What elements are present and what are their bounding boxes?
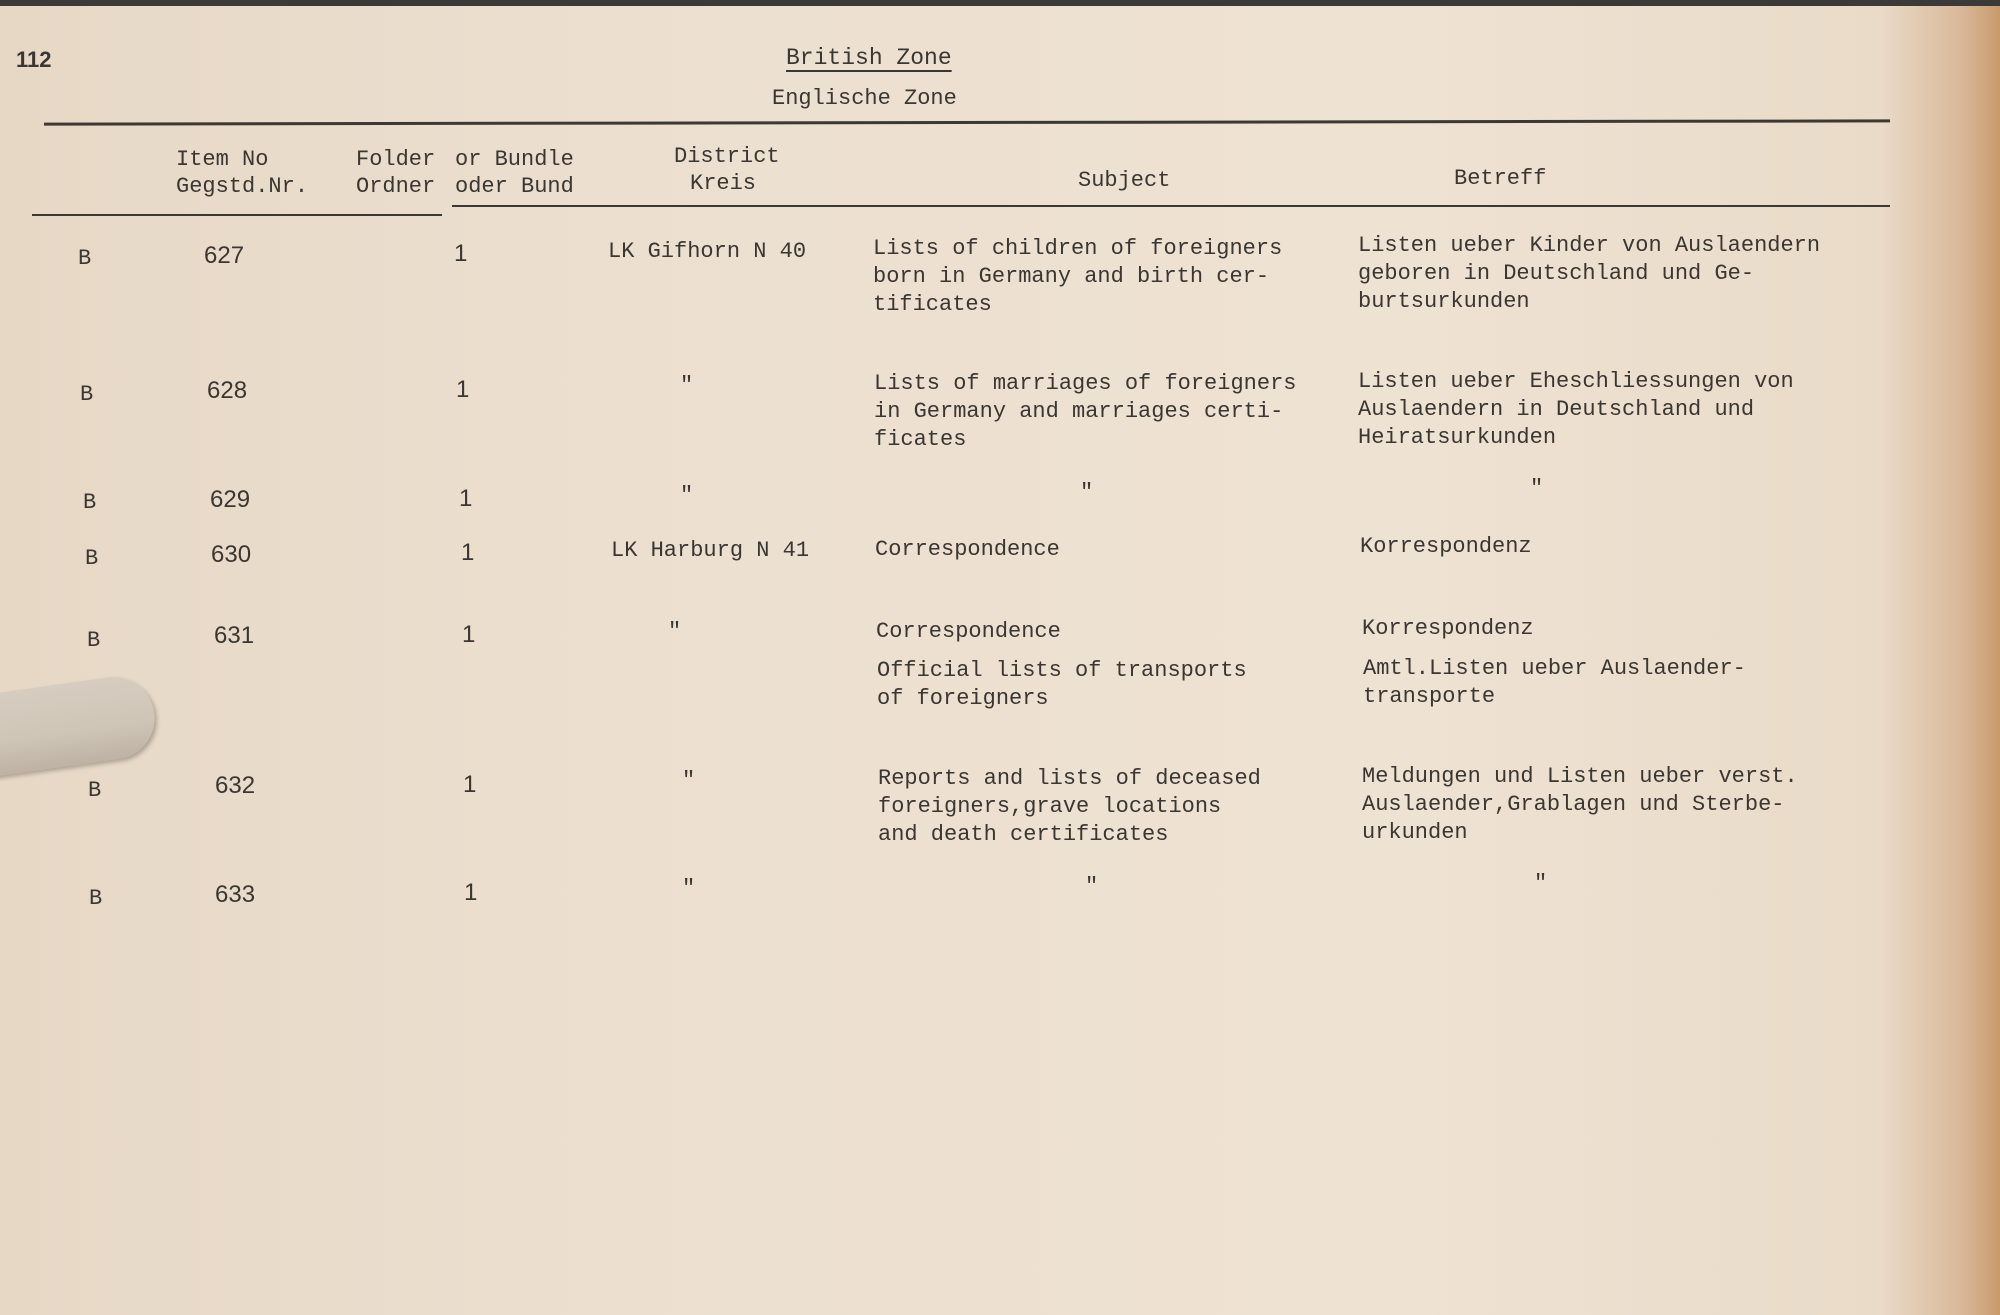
header-bundle-en: or Bundle [455, 147, 574, 172]
row-item-no: 630 [211, 541, 252, 568]
row-folder: 1 [459, 485, 473, 512]
row-district: " [668, 619, 682, 644]
row-subject: Lists of children of foreigners born in Germany and birth cer- tificates [873, 236, 1283, 317]
header-bottom-rule-left [32, 214, 442, 216]
header-subject: Subject [1078, 168, 1171, 193]
page-top-edge [0, 0, 2000, 6]
header-bottom-rule-right [452, 205, 1890, 207]
header-district-en: District [674, 144, 780, 169]
header-folder-en: Folder [356, 147, 436, 172]
row-code: B [83, 490, 97, 515]
page-number: 112 [16, 47, 52, 72]
row-folder: 1 [461, 539, 475, 566]
row-district: " [680, 483, 694, 508]
row-betreff-extra: Amtl.Listen ueber Auslaender- transporte [1363, 656, 1746, 709]
row-subject: Correspondence [875, 537, 1060, 562]
header-betreff: Betreff [1454, 166, 1547, 191]
row-betreff: Korrespondenz [1362, 616, 1534, 641]
header-bundle-de: oder Bund [455, 174, 574, 199]
row-district: LK Gifhorn N 40 [608, 239, 807, 264]
row-betreff: " [1530, 476, 1544, 501]
page-title: British Zone [786, 45, 952, 71]
row-item-no: 629 [210, 486, 251, 513]
row-folder: 1 [456, 376, 470, 403]
row-item-no: 633 [215, 881, 256, 908]
header-item-no-de: Gegstd.Nr. [176, 174, 309, 199]
row-subject-extra: Official lists of transports of foreigners [877, 658, 1247, 711]
row-district: " [682, 876, 696, 901]
row-subject: Correspondence [876, 619, 1061, 644]
row-district: LK Harburg N 41 [611, 538, 810, 563]
row-betreff: Listen ueber Kinder von Auslaendern geboren in Deutschland und Ge- burtsurkunden [1358, 233, 1821, 314]
row-code: B [88, 778, 102, 803]
row-code: B [80, 382, 94, 407]
row-folder: 1 [463, 771, 477, 798]
row-betreff: Meldungen und Listen ueber verst. Auslaender,Grablagen und Sterbe- urkunden [1362, 764, 1798, 845]
row-folder: 1 [462, 621, 476, 648]
header-item-no-en: Item No [176, 147, 269, 172]
row-subject: Reports and lists of deceased foreigners,grave locations and death certificates [878, 766, 1261, 847]
row-item-no: 627 [204, 242, 245, 269]
row-district: " [680, 373, 694, 398]
header-top-rule [44, 119, 1890, 125]
row-betreff: " [1534, 871, 1548, 896]
row-betreff: Listen ueber Eheschliessungen von Auslaendern in Deutschland und Heiratsurkunden [1358, 369, 1794, 450]
row-subject: " [1085, 874, 1099, 899]
paper-clip [0, 672, 160, 780]
row-betreff: Korrespondenz [1360, 534, 1532, 559]
row-code: B [85, 546, 99, 571]
row-item-no: 631 [214, 622, 255, 649]
row-code: B [78, 246, 92, 271]
row-district: " [682, 768, 696, 793]
row-code: B [89, 886, 103, 911]
row-folder: 1 [464, 879, 478, 906]
page-subtitle: Englische Zone [772, 86, 957, 111]
row-item-no: 628 [207, 377, 248, 404]
row-folder: 1 [454, 240, 468, 267]
header-district-de: Kreis [690, 171, 757, 196]
header-folder-de: Ordner [356, 174, 436, 199]
row-item-no: 632 [215, 772, 256, 799]
row-subject: Lists of marriages of foreigners in Germany and marriages certi- ficates [874, 371, 1297, 452]
row-subject: " [1080, 480, 1094, 505]
row-code: B [87, 628, 101, 653]
